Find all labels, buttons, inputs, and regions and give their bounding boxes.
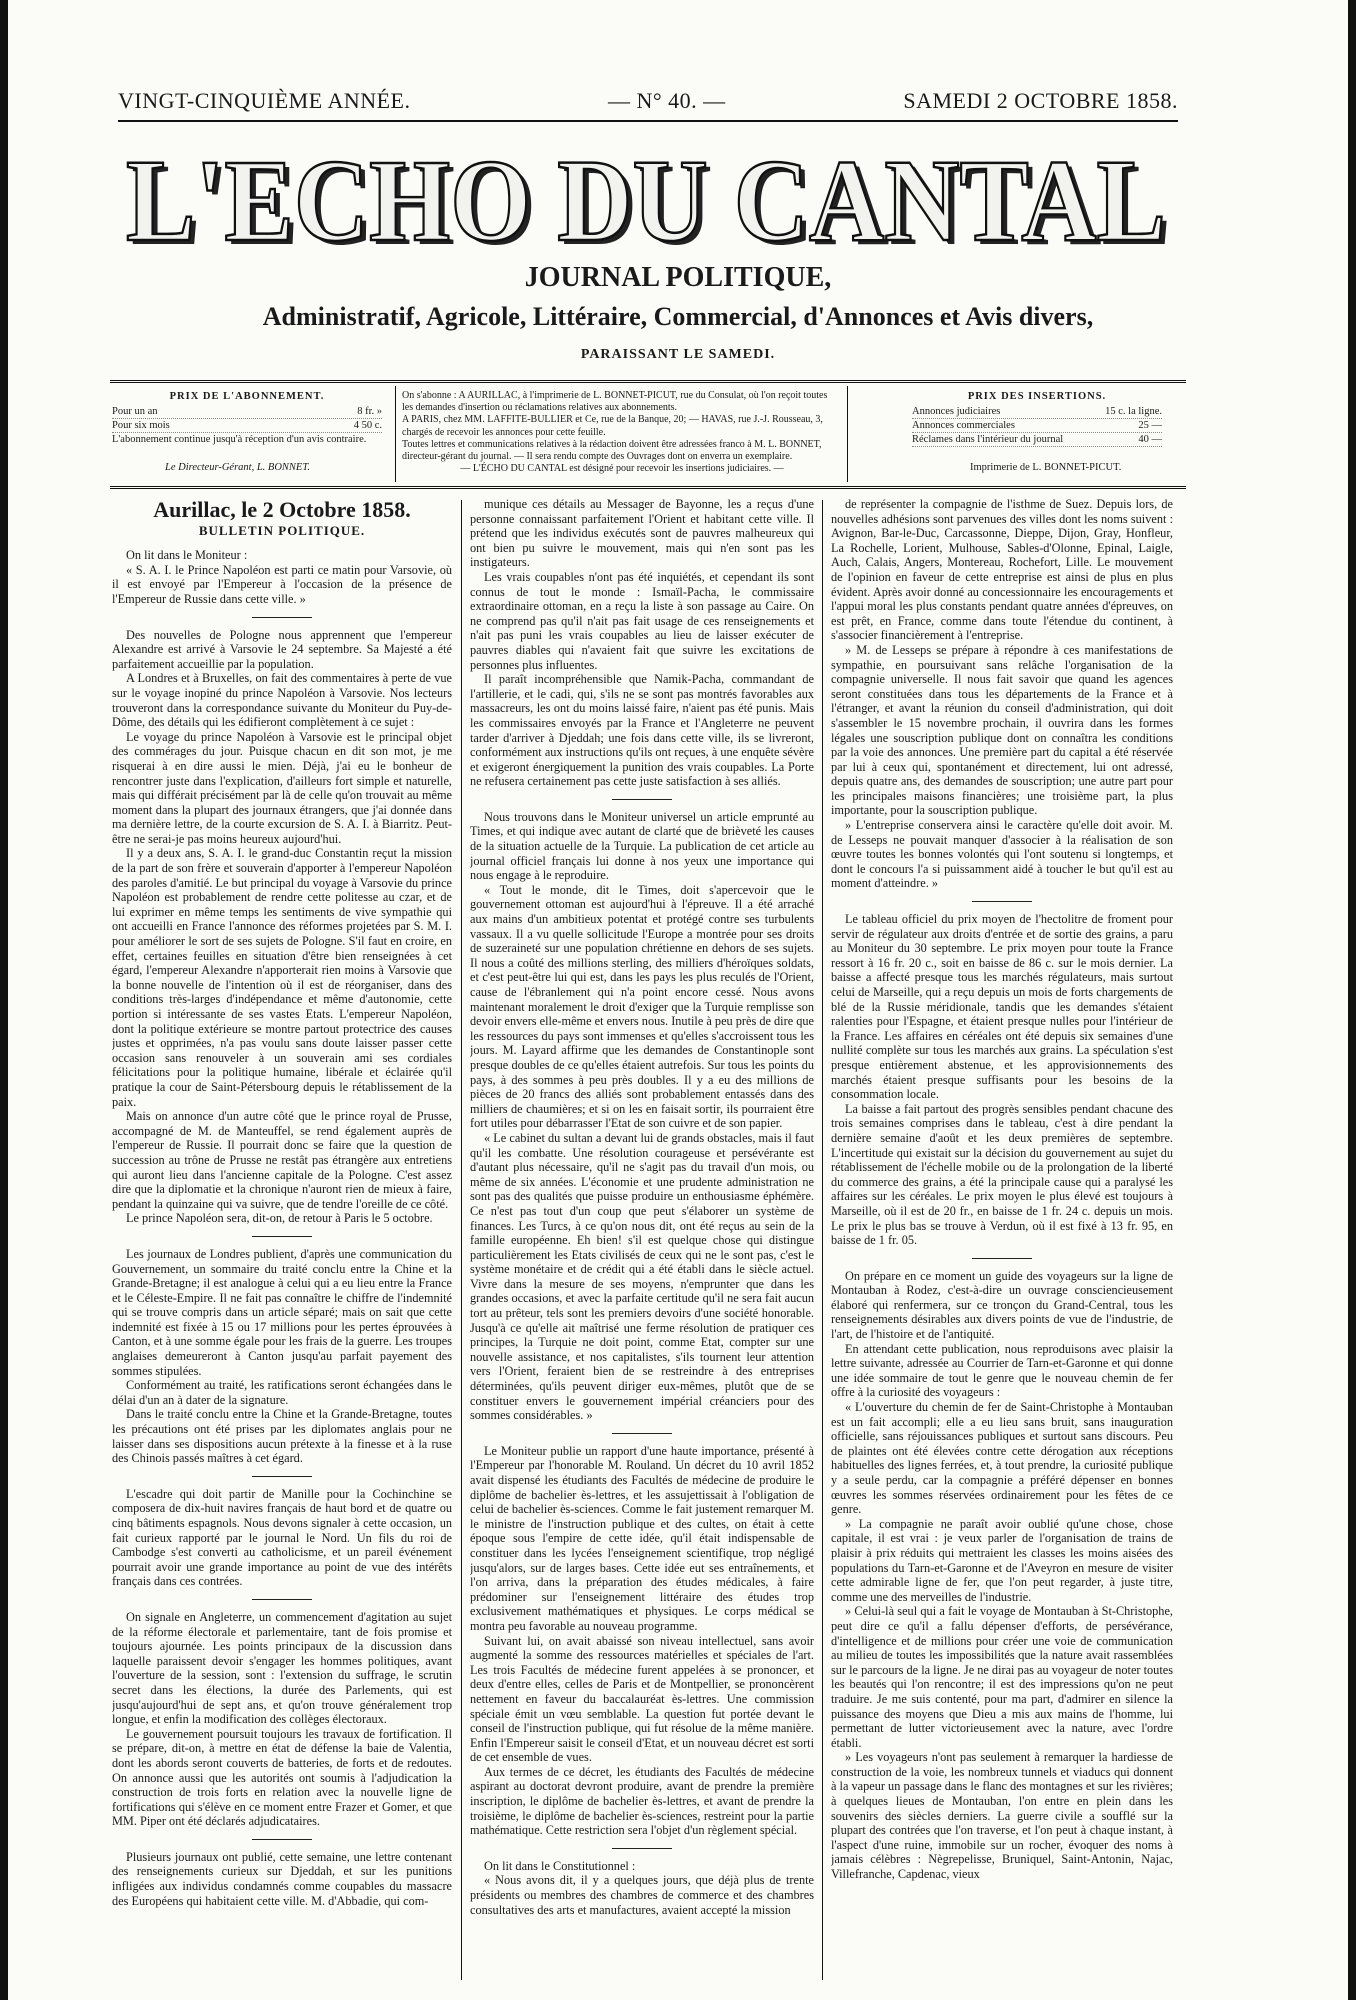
dateline-heading: Aurillac, le 2 Octobre 1858. — [153, 497, 411, 522]
column-rule-2 — [822, 500, 823, 1980]
separator — [252, 617, 312, 618]
scan-edge-left — [0, 0, 8, 2000]
journal-subtitle: JOURNAL POLITIQUE, — [524, 262, 832, 293]
bulletin-heading: BULLETIN POLITIQUE. — [198, 522, 366, 538]
separator — [252, 1839, 312, 1840]
journal-subtitle-2: Administratif, Agricole, Littéraire, Commercial, d'Annonces et Avis divers, — [262, 302, 1094, 331]
printer-signature: Imprimerie de L. BONNET-PICUT. — [970, 462, 1122, 473]
publication-frequency: PARAISSANT LE SAMEDI. — [580, 347, 776, 362]
separator — [612, 1848, 672, 1849]
separator — [252, 1236, 312, 1237]
insertion-row: Annonces commerciales 25 — — [912, 420, 1162, 431]
info-box-rule-top — [110, 380, 1186, 383]
director-signature: Le Directeur-Gérant, L. BONNET. — [165, 462, 311, 473]
insertion-row: Réclames dans l'intérieur du journal 40 — — [912, 434, 1162, 445]
separator — [612, 1433, 672, 1434]
scan-edge-right — [1348, 0, 1356, 2000]
info-box-divider-left — [395, 386, 396, 482]
info-box-rule-bottom — [110, 486, 1186, 489]
header-line — [118, 88, 1178, 118]
subscription-row: Pour un an 8 fr. » — [112, 406, 382, 417]
subscription-note: L'abonnement continue jusqu'à réception d'un avis contraire. — [112, 434, 367, 445]
separator — [252, 1476, 312, 1477]
column-1: Aurillac, le 2 Octobre 1858. BULLETIN POLITIQUE. On lit dans le Moniteur : « S. A. I. le Prince Napoléon est parti ce matin pour Varsovie, où il est envoyé par l'Empereur à l'occasion de la présence de l'Empereur de Russie dans cette ville. » Des nouvelles de Pologne nous apprennent que l'empereur Alexandre est arrivé à Varsovie le 24 septembre. Sa Majesté a été parfaitement accueillie par la population. A Londres et à Bruxelles, on fait des commentaires à perte de vue sur le voyage inopiné du prince Napoléon à Varsovie. Nos lecteurs trouveront dans la correspondance suivante du Moniteur du Puy-de-Dôme, des détails qui les édifieront complètement à ce sujet : Le voyage du prince Napoléon à Varsovie est le principal objet des commérages du jour. Puisque chacun en dit son mot, je me risquerai à en dire aussi le mien. Déjà, j'ai eu le bonheur de rencontrer juste dans l'explication, d'ailleurs fort simple et naturelle, mais qui différait précisément par là de celle qu'on trouvait au même moment dans la plupart des journaux étrangers, que j'ai donnée dans ma dernière lettre, de la courte excursion de S. A. I. à Biarritz. Peut-être ne serai-je pas moins heureux aujourd'hui. Il y a deux ans, S. A. I. le grand-duc Constantin reçut la mission de la part de son frère et souverain d'apporter à l'empereur Napoléon des paroles d'amitié. Le but principal du voyage à Varsovie du prince Napoléon est probablement de rendre cette politesse au czar, et de lui exprimer en même temps les sentiments de vive sympathie qui ont accueilli en France l'annonce des réformes projetées par S. M. I. pour améliorer le sort de ses sujets de Pologne. S'il faut en croire, en effet, certaines feuilles en situation d'être bien renseignées à cet égard, l'empereur Alexandre n'apporterait rien moins à Varsovie que la bonne nouvelle de l'intention où il est de réorganiser, dans des conditions très-larges d'indépendance et même d'autonomie, cette portion si intéressante de ses vastes Etats. L'empereur Napoléon, dont la politique extérieure se montre partout protectrice des causes justes et opprimées, n'a pas voulu sans doute laisser passer cette occasion sans renouveler à un souverain ami ses cordiales félicitations pour la politique humaine, libérale et éclairée qu'il pratique la cour de Saint-Pétersbourg depuis le rétablissement de la paix. Mais on annonce d'un autre côté que le prince royal de Prusse, accompagné de M. de Manteuffel, se rend également auprès de l'empereur de Russie. Il pourrait donc se faire que la question de succession au trône de Prusse ne restât pas étrangère aux entretiens qui auront lieu dans l'ancienne capitale de la Pologne. C'est assez dire que la diplomatie et la chronique n'auront rien de mieux à faire, pendant la quinzaine qui va suivre, que de tendre l'oreille de ce côté. Le prince Napoléon sera, dit-on, de retour à Paris le 5 octobre. Les journaux de Londres publient, d'après une communication du Gouvernement, un sommaire du traité conclu entre la Chine et la Grande-Bretagne; il est analogue à celui qui a eu lieu entre la France et le Céleste-Empire. Il ne fait pas connaître le chiffre de l'indemnité qui se trouve compris dans un article séparé; mais on sait que cette indemnité est fixée à 15 ou 17 millions pour les pertes éprouvées à Canton, et à une somme égale pour les frais de la guerre. Les troupes anglaises demeureront à Canton jusqu'au parfait payement des sommes stipulées. Conformément au traité, les ratifications seront échangées dans le délai d'un an à dater de la signature. Dans le traité conclu entre la Chine et la Grande-Bretagne, toutes les précautions ont été prises par les diplomates anglais pour ne laisser dans ses dispositions aucun prétexte à la finesse et à la ruse des Chinois passés maîtres à cet égard. L'escadre qui doit partir de Manille pour la Cochinchine se composera de dix-huit navires français de haut bord et de quatre ou cinq bâtiments espagnols. Nous devons signaler à cette occasion, un fait curieux rapporté par le journal le Nord. Un fils du roi de Cambodge s'est converti au catholicisme, et un pareil événement pourrait avoir une grande importance au point de vue des intérêts français dans ces contrées. On signale en Angleterre, un commencement d'agitation au sujet de la réforme électorale et parlementaire, tant de fois promise et toujours ajournée. Les points principaux de la discussion dans laquelle paraissent devoir s'engager les hommes politiques, avant l'ouverture de la session, sont : l'extension du suffrage, le scrutin secret dans les élections, la durée des Parlements, qui est jusqu'aujourd'hui de sept ans, et qu'on trouve généralement trop longue, et enfin la modification des collèges électoraux. Le gouvernement poursuit toujours les travaux de fortification. Il se prépare, dit-on, à mettre en état de défense la baie de Valentia, dont les abords seront couverts de batteries, de forts et de redoutes. On annonce aussi que les autorités ont soumis à l'adjudication la construction de trois forts en relation avec la nouvelle ligne de fortifications qui s'élève en ce moment entre Frazer et Gomer, et que MM. Piper ont été déclarés adjudicataires. Plusieurs journaux ont publié, cette semaine, une lettre contenant des renseignements curieux sur Djeddah, et sur les punitions infligées aux individus condamnés comme coupables du massacre des Européens qui habitaient cette ville. M. d'Abbadie, qui com- — [112, 497, 452, 1908]
masthead-text: L'ECHO DU CANTAL — [126, 140, 1166, 260]
subscription-row: Pour six mois 4 50 c. — [112, 420, 382, 431]
separator — [612, 799, 672, 800]
separator — [972, 901, 1032, 902]
masthead-shadow: L'ECHO DU CANTAL — [131, 140, 1171, 260]
masthead-title — [118, 140, 1178, 260]
subscription-box — [112, 390, 382, 446]
column-3: de représenter la compagnie de l'isthme de Suez. Depuis lors, de nouvelles adhésions sont parvenues des villes dont les noms suivent : Avignon, Bar-le-Duc, Carcassonne, Dieppe, Dijon, Gray, Honfleur, La Rochelle, Lorient, Mulhouse, Sables-d'Olonne, Epinal, Laigle, Auch, Calais, Angers, Montereau, Rochefort, Lille. Le mouvement de l'opinion en faveur de cette entreprise est ainsi de plus en plus évident. Après avoir donné au concessionnaire les encouragements et l'appui moral les plus constants pendant quatre années d'épreuves, on est prêt, en France, comme dans toute l'étendue du continent, à s'associer financièrement à l'entreprise. » M. de Lesseps se prépare à répondre à ces manifestations de sympathie, en poursuivant sans relâche l'organisation de la compagnie universelle. Il nous fait savoir que quand les agences seront constituées dans tous les départements de la France et à l'étranger, et avant la réunion du conseil d'administration, qui doit s'assembler le 15 novembre prochain, il ouvrira dans les formes légales une souscription publique dont on connaîtra les conditions par la voie des annonces. Une première part du capital a été réservée par lui à ceux qui, spontanément et directement, lui ont adressé, depuis quatre ans, des demandes de souscription; une autre part pour les principales maisons financières; une troisième part, la plus importante, pour la souscription publique. » L'entreprise conservera ainsi le caractère qu'elle doit avoir. M. de Lesseps ne pouvait manquer d'associer à la réalisation de son œuvre toutes les bonnes volontés qui l'ont soutenu si longtemps, et dont le concours l'a si puissamment aidé à toucher le but qu'il est au moment d'atteindre. » Le tableau officiel du prix moyen de l'hectolitre de froment pour servir de régulateur aux droits d'entrée et de sortie des grains, a paru au Moniteur du 30 septembre. Le prix moyen pour toute la France ressort à 16 fr. 20 c., soit en baisse de 86 c. sur le mois dernier. La baisse a affecté presque tous les marchés régulateurs, mais surtout celui de Marseille, qui a reçu depuis un mois de forts chargements de blé de la Russie méridionale, tandis que les demandes s'étaient ralenties pour l'Espagne, et étaient presque nulles pour l'intérieur de la France. Les affaires en céréales ont été depuis six semaines d'une nullité complète sur tous les marchés aux grains. La spéculation s'est presque entièrement abstenue, et les approvisionnements des marchés étaient presque suffisants pour les besoins de la consommation locale. La baisse a fait partout des progrès sensibles pendant chacune des trois semaines comprises dans le tableau, c'est à dire pendant la dernière semaine d'août et les deux premières de septembre. L'incertitude qui existait sur la décision du gouvernement au sujet du rétablissement de l'échelle mobile ou de la prolongation de la liberté du commerce des grains, a été la principale cause qui a paralysé les affaires sur les céréales. Le prix moyen le plus élevé est toujours à Marseille, où il est de 20 fr., en baisse de 1 fr. 24 c. depuis un mois. Le prix le plus bas se trouve à Verdun, où il est fixé à 13 fr. 95, en baisse de 1 fr. 05. On prépare en ce moment un guide des voyageurs sur la ligne de Montauban à Rodez, c'est-à-dire un ouvrage consciencieusement élaboré qui renfermera, sur ce tronçon du Grand-Central, tous les renseignements désirables aux divers points de vue de l'industrie, de l'art, de l'histoire et de l'antiquité. En attendant cette publication, nous reproduisons avec plaisir la lettre suivante, adressée au Courrier de Tarn-et-Garonne et qui donne une idée sommaire de tout le genre que le nouveau chemin de fer offre à la curiosité des voyageurs : « L'ouverture du chemin de fer de Saint-Christophe à Montauban est un fait accompli; elle a eu lieu sans bruit, sans inauguration officielle, sans réjouissances publiques et surtout sans discours. Peu de plaintes ont été élevées contre cette dérogation aux réceptions habituelles des lignes ferrées, et, à tout prendre, la curiosité publique y a seule perdu, car la compagnie a préféré dépenser en bonnes œuvres les sommes réservées ordinairement pour les fêtes de ce genre. » La compagnie ne paraît avoir oublié qu'une chose, chose capitale, il est vrai : je veux parler de l'organisation de trains de plaisir à prix réduits qui mettraient les classes les moins aisées des populations du Tarn-et-Garonne et de l'Aveyron en mesure de visiter cette admirable ligne de fer, que l'on peut regarder, à juste titre, comme une des merveilles de l'industrie. » Celui-là seul qui a fait le voyage de Montauban à St-Christophe, peut dire ce qu'il a fallu dépenser d'efforts, de persévérance, d'intelligence et de millions pour créer une voie de communication au milieu de toutes les impossibilités que la nature avait rassemblées sur le parcours de la ligne. Je ne dirai pas au voyageur de noter toutes les beautés qui l'on rencontre; il est des impressions qu'on ne peut traduire. Je me suis contenté, pour ma part, d'admirer en silence la puissance des moyens que Dieu a mis aux mains de l'homme, lui permettant de lutter victorieusement avec la nature, avec l'ordre établi. » Les voyageurs n'ont pas seulement à remarquer la hardiesse de construction de la voie, les nombreux tunnels et viaducs qui donnent à la vapeur un passage dans le flanc des montagnes et sur les rivières; à quelques lieues de Montauban, l'on entre en plein dans les souvenirs des siècles derniers. La guerre civile a soufflé sur la plupart des contrées que l'on traverse, et l'on peut à chaque instant, à l'aspect d'une ruine, immobile sur un rocher, évoquer des noms à jamais célèbres : Nègrepelisse, Bruniquel, Saint-Antonin, Najac, Villefranche, Capdenac, vieux — [831, 497, 1173, 1882]
separator — [972, 1258, 1032, 1259]
year-label: VINGT-CINQUIÈME ANNÉE. — [118, 88, 411, 113]
insertion-row: Annonces judiciaires 15 c. la ligne. — [912, 406, 1162, 417]
subscription-info: On s'abonne : A AURILLAC, à l'imprimerie de L. BONNET-PICUT, rue du Consulat, où l'on reçoit toutes les demandes d'insertion ou réclamations relatives aux abonnements. A PARIS, chez MM. LAFFITE-BULLIER et Ce, rue de la Banque, 20; — HAVAS, rue J.-J. Rousseau, 3, chargés de recevoir les annonces pour cette feuille. Toutes lettres et communications relatives à la rédaction doivent être adressées franco à M. L. BONNET, directeur-gérant du journal. — Il sera rendu compte des Ouvrages dont on enverra un exemplaire. — L'ÉCHO DU CANTAL est désigné pour recevoir les insertions judiciaires. — — [402, 390, 828, 475]
info-box-divider-right — [847, 386, 848, 482]
issue-date: SAMEDI 2 OCTOBRE 1858. — [903, 88, 1178, 113]
subscription-title: PRIX DE L'ABONNEMENT. — [169, 391, 325, 402]
header-rule — [118, 120, 1178, 122]
column-rule-1 — [461, 500, 462, 1980]
insertion-title: PRIX DES INSERTIONS. — [967, 391, 1107, 402]
column-2: munique ces détails au Messager de Bayonne, les a reçus d'une personne connaissant parfaitement l'Orient et habitant cette ville. Il prétend que les individus exécutés sont de pauvres malheureux qui ont bien pu suivre le mouvement, mais qui n'en sont pas les instigateurs. Les vrais coupables n'ont pas été inquiétés, et cependant ils sont connus de tout le monde : Ismaïl-Pacha, le commissaire extraordinaire ottoman, en a reçu la liste à son passage au Caire. On ne comprend pas qu'il n'ait pas fait usage de ces renseignements et n'ait pas puni les vrais coupables au lieu de laisser exécuter de pauvres diables qui n'avaient fait que suivre les excitations de personnes plus influentes. Il paraît incompréhensible que Namik-Pacha, commandant de l'artillerie, et le cadi, qui, s'ils ne se sont pas montrés favorables aux massacreurs, les ont du moins laissé faire, n'aient pas été punis. Mais les commissaires envoyés par la France et l'Angleterre ne peuvent tarder d'arriver à Djeddah; une fois dans cette ville, ils se livreront, conformément aux instructions qu'ils ont reçues, à une enquête sévère et exigeront énergiquement la punition des vrais coupables. La Porte ne refusera certainement pas cette juste satisfaction à ses alliés. Nous trouvons dans le Moniteur universel un article emprunté au Times, et qui indique avec autant de clarté que de brièveté les causes de la situation actuelle de la Turquie. La publication de cet article au journal officiel français lui donne à nos yeux une importance qui nous engage à le reproduire. « Tout le monde, dit le Times, doit s'apercevoir que le gouvernement ottoman est aujourd'hui à l'épreuve. Il a été arraché aux mains d'un ambitieux potentat et protégé contre ses turbulents vassaux. Il a vu quelle sollicitude l'Europe a montrée pour ses droits de suzeraineté sur une population chrétienne en dehors de ses sujets. Il nous a coûté des millions sterling, des milliers d'héroïques soldats, et c'est peut-être lui qui est, dans les pays les plus reculés de l'Orient, cause de l'ébranlement qui n'a point encore cessé. Nous avons maintenant moralement le droit d'exiger que la Turquie remplisse son devoir envers elle-même et envers nous. Inutile à peu près de dire que les ressources du pays sont immenses et qu'elles s'accroissent tous les jours. M. Layard affirme que les demandes de Constantinople sont presque doubles de ce qu'elles étaient autrefois. Sur tous les points du pays, à des sommes à peu près doubles. Il y a eu des millions de pièces de 20 francs des alliés sont probablement entassés dans des milliers de chaumières; et si on les en faisait sortir, ils pourraient être fort utiles pour débarrasser l'Etat de son cuivre et de son papier. « Le cabinet du sultan a devant lui de grands obstacles, mais il faut qu'il les combatte. Une résolution courageuse et persévérante est d'autant plus nécessaire, qu'il ne s'agit pas du travail d'un mois, ou même de six années. L'économie et une prudente administration ne sont pas des qualités que puisse produire un enthousiasme éphémère. Ce n'est pas tout d'un coup que peut s'élaborer un système de finances. Les Turcs, à ce qu'on nous dit, ont été reçus au sein de la famille européenne. Eh bien! s'il est quelque chose qui distingue particulièrement les Etats civilisés de ceux qui ne le sont pas, c'est le système monétaire et de crédit qui a été établi dans le siècle actuel. Vivre dans la mesure de ses moyens, n'emprunter que dans les grandes occasions, et avec la parfaite certitude qu'il ne sera fait aucun tort au prêteur, tels sont les premiers devoirs d'une société honorable. Jusqu'à ce qu'elle ait maîtrisé une ferme résolution de pratiquer ces principes, la Turquie ne doit point, comme Etat, compter sur une nouvelle assistance, et nos capitalistes, s'ils tournent leur attention vers l'Orient, feraient bien de se restreindre à des entreprises déterminées, qu'ils peuvent diriger eux-mêmes, plutôt que de se constituer envers le gouvernement impérial créanciers pour des sommes considérables. » Le Moniteur publie un rapport d'une haute importance, présenté à l'Empereur par l'honorable M. Rouland. Un décret du 10 avril 1852 avait dispensé les étudiants des Facultés de médecine de produire le diplôme de bachelier ès-lettres, et les assujettissait à l'obligation de celui de bachelier ès-sciences. Comme le fait justement remarquer M. le ministre de l'instruction publique et des cultes, on était à cette époque sous l'empire de cette idée, qu'il était indispensable de constituer dans les lycées l'enseignement scientifique, trop négligé jusqu'alors, sur de larges bases. Cette idée eut ses entraînements, et l'on arriva, dans la préparation des études médicales, à faire prédominer sur l'enseignement littéraire des études trop exclusivement mathématiques et physiques. Le corps médical se montra peu favorable au nouveau programme. Suivant lui, on avait abaissé son niveau intellectuel, sans avoir augmenté la somme des ressources matérielles et spéciales de l'art. Les trois Facultés de médecine furent appelées à se prononcer, et deux d'entre elles, celles de Paris et de Montpellier, se prononcèrent nettement en faveur du baccalauréat ès-lettres. Une commission spéciale émit un vœu semblable. La question fut portée devant le conseil de l'instruction publique, qui fut résolue de la même manière. Enfin l'Empereur saisit le conseil d'Etat, et un nouveau décret est sorti de cet ensemble de vues. Aux termes de ce décret, les étudiants des Facultés de médecine aspirant au doctorat devront produire, avant de prendre la première inscription, le diplôme de bachelier ès-lettres, et avant de prendre la troisième, le diplôme de bachelier ès-sciences, restreint pour la partie mathématique. Cette restriction sera l'objet d'un règlement spécial. On lit dans le Constitutionnel : « Nous avons dit, il y a quelques jours, que déjà plus de trente présidents ou membres des chambres de commerce et des chambres consultatives des arts et manufactures, avaient accepté la mission — [470, 497, 814, 1917]
separator — [252, 1599, 312, 1600]
insertion-box — [912, 390, 1162, 447]
issue-number: — N° 40. — — [608, 88, 726, 113]
